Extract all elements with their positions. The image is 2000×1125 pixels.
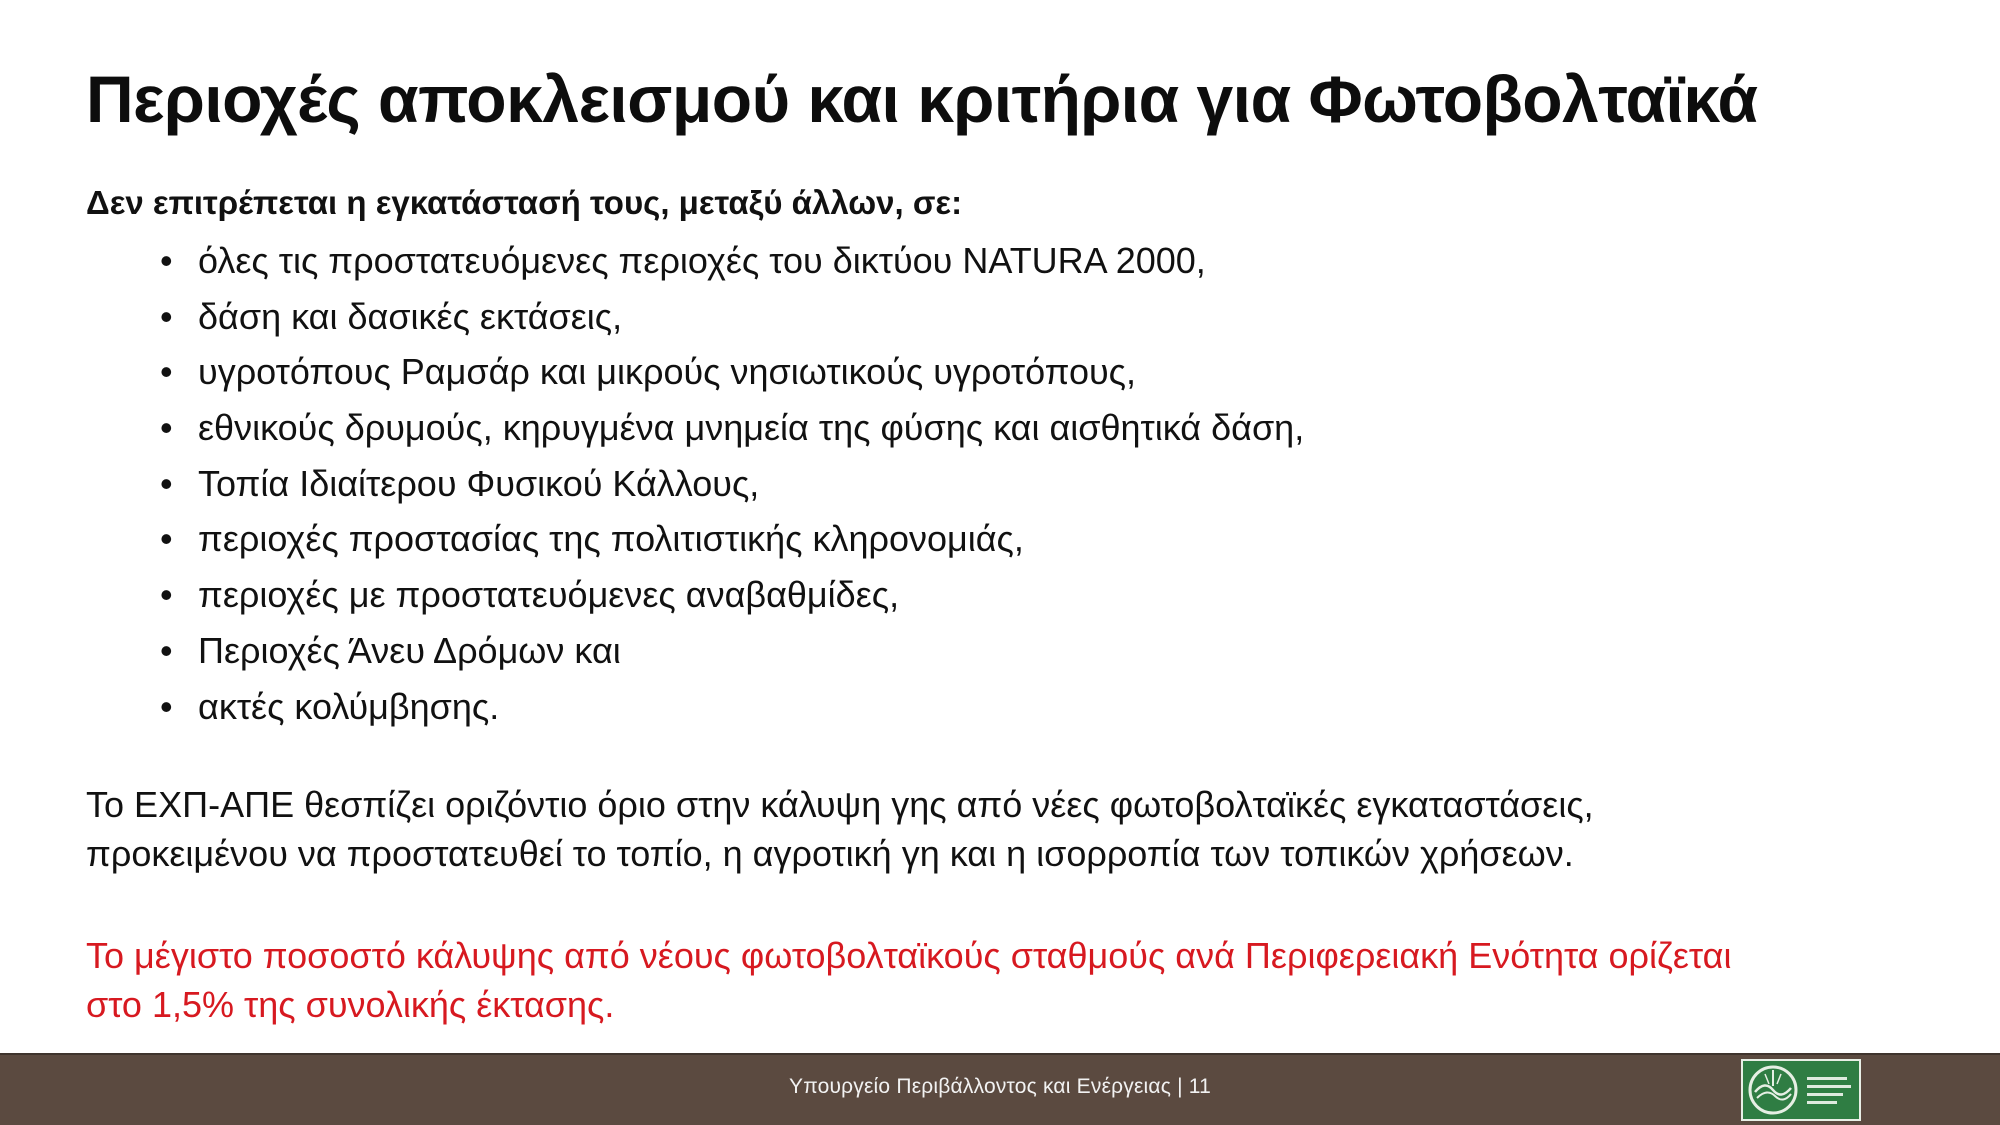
bullet-icon: •: [160, 574, 173, 616]
highlight-line: στο 1,5% της συνολικής έκτασης.: [86, 984, 615, 1025]
highlight-line: Το μέγιστο ποσοστό κάλυψης από νέους φωτοβολταϊκούς σταθμούς ανά Περιφερειακή Ενότητα ορίζεται: [86, 935, 1732, 976]
slide-title: Περιοχές αποκλεισμού και κριτήρια για Φωτοβολταϊκά: [86, 62, 1758, 136]
list-item-text: περιοχές με προστατευόμενες αναβαθμίδες,: [198, 574, 900, 616]
paragraph-line: Το ΕΧΠ-ΑΠΕ θεσπίζει οριζόντιο όριο στην κάλυψη γης από νέες φωτοβολταϊκές εγκαταστάσεις,: [86, 784, 1594, 825]
footer-text: Υπουργείο Περιβάλλοντος και Ενέργειας | 11: [788, 1075, 1211, 1098]
list-item-text: περιοχές προστασίας της πολιτιστικής κληρονομιάς,: [198, 518, 1024, 560]
list-item: [160, 344, 1304, 400]
footer-bar: [0, 1053, 2000, 1125]
list-item-text: υγροτόπους Ραμσάρ και μικρούς νησιωτικούς υγροτόπους,: [198, 351, 1137, 393]
list-item-text: εθνικούς δρυμούς, κηρυγμένα μνημεία της φύσης και αισθητικά δάση,: [198, 407, 1305, 449]
bullet-icon: •: [160, 685, 173, 727]
list-item-text: Τοπία Ιδιαίτερου Φυσικού Κάλλους,: [198, 462, 760, 504]
logo-wordmark-icon: [1807, 1077, 1851, 1104]
list-item: [160, 623, 1304, 679]
bullet-icon: •: [160, 351, 173, 393]
coverage-paragraph: [86, 780, 1916, 878]
list-item-text: όλες τις προστατευόμενες περιοχές του δικτύου NATURA 2000,: [198, 240, 1206, 281]
bullet-icon: •: [160, 629, 173, 671]
paragraph-line: προκειμένου να προστατευθεί το τοπίο, η αγροτική γη και η ισορροπία των τοπικών χρήσεων.: [86, 833, 1574, 874]
exclusion-list: [160, 233, 1304, 734]
list-item: [160, 289, 1304, 345]
bullet-icon: •: [160, 295, 173, 337]
list-item-text: ακτές κολύμβησης.: [198, 685, 500, 727]
highlight-paragraph: [86, 931, 1926, 1029]
bullet-icon: •: [160, 518, 173, 560]
bullet-icon: •: [160, 240, 173, 281]
list-item-text: δάση και δασικές εκτάσεις,: [198, 295, 623, 337]
ministry-emblem-icon: [1745, 1062, 1801, 1118]
list-item-text: Περιοχές Άνευ Δρόμων και: [198, 629, 621, 671]
list-item: [160, 400, 1304, 456]
list-item: [160, 456, 1304, 512]
list-item: [160, 233, 1304, 289]
list-item: [160, 511, 1304, 567]
intro-text: Δεν επιτρέπεται η εγκατάστασή τους, μεταξύ άλλων, σε:: [86, 184, 963, 221]
ministry-logo-icon: [1741, 1059, 1861, 1121]
list-item: [160, 679, 1304, 735]
bullet-icon: •: [160, 462, 173, 504]
list-item: [160, 567, 1304, 623]
bullet-icon: •: [160, 407, 173, 449]
